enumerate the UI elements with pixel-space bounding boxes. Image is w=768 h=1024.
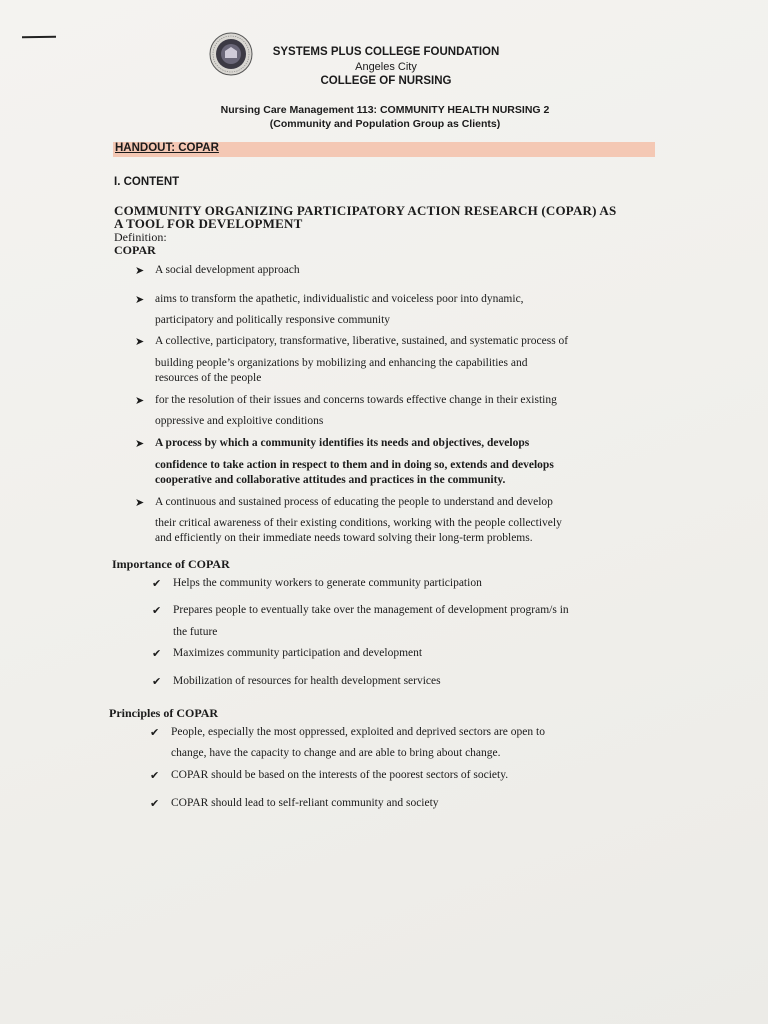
definition-item-6-line-1: A continuous and sustained process of educating the people to understand and develop <box>155 496 553 508</box>
arrow-bullet-icon: ➤ <box>135 264 145 277</box>
arrow-bullet-icon: ➤ <box>135 437 145 450</box>
arrow-bullet-icon: ➤ <box>135 496 145 509</box>
checkmark-icon: ✔ <box>152 647 162 660</box>
definition-item-5-line-3: cooperative and collaborative attitudes and practices in the community. <box>155 474 506 486</box>
document-title-line-2: A TOOL FOR DEVELOPMENT <box>114 216 303 231</box>
principle-item-1-line-2: change, have the capacity to change and are able to bring about change. <box>171 747 501 759</box>
importance-item-2-line-2: the future <box>173 626 218 638</box>
definition-item-3-line-3: resources of the people <box>155 372 262 384</box>
checkmark-icon: ✔ <box>150 797 160 810</box>
arrow-bullet-icon: ➤ <box>135 394 145 407</box>
handout-band <box>113 142 655 157</box>
city-name: Angeles City <box>355 61 417 73</box>
importance-item-1: Helps the community workers to generate community participation <box>173 577 482 589</box>
checkmark-icon: ✔ <box>150 726 160 739</box>
checkmark-icon: ✔ <box>150 769 160 782</box>
importance-heading: Importance of COPAR <box>112 557 230 571</box>
college-name: COLLEGE OF NURSING <box>320 75 452 87</box>
arrow-bullet-icon: ➤ <box>135 293 145 306</box>
principles-heading: Principles of COPAR <box>109 706 219 720</box>
definition-item-2-line-1: aims to transform the apathetic, individualistic and voiceless poor into dynamic, <box>155 293 524 305</box>
document-title-line-1: COMMUNITY ORGANIZING PARTICIPATORY ACTION RESEARCH (COPAR) AS <box>114 203 617 218</box>
handout-title: HANDOUT: COPAR <box>115 142 219 154</box>
definition-item-6-line-2: their critical awareness of their existing conditions, working with the people collectively <box>155 517 562 529</box>
course-subtitle: (Community and Population Group as Clients) <box>269 118 501 130</box>
definition-item-3-line-2: building people’s organizations by mobilizing and enhancing the capabilities and <box>155 357 528 369</box>
definition-item-1-line-1: A social development approach <box>155 264 300 276</box>
definition-item-4-line-2: oppressive and exploitive conditions <box>155 415 324 427</box>
checkmark-icon: ✔ <box>152 675 162 688</box>
principle-item-3: COPAR should lead to self-reliant community and society <box>171 797 439 809</box>
checkmark-icon: ✔ <box>152 604 162 617</box>
importance-item-3: Maximizes community participation and development <box>173 647 423 659</box>
pen-mark <box>22 36 56 39</box>
importance-item-2-line-1: Prepares people to eventually take over the management of development program/s in <box>173 604 569 616</box>
arrow-bullet-icon: ➤ <box>135 335 145 348</box>
section-heading: I. CONTENT <box>114 176 180 188</box>
course-title: Nursing Care Management 113: COMMUNITY HEALTH NURSING 2 <box>220 104 550 116</box>
definition-item-5-line-1: A process by which a community identifies its needs and objectives, develops <box>155 437 530 449</box>
definition-item-3-line-1: A collective, participatory, transformative, liberative, sustained, and systematic process of <box>155 335 569 347</box>
importance-item-4: Mobilization of resources for health development services <box>173 675 441 687</box>
definition-label: Definition: <box>114 230 167 244</box>
principle-item-1-line-1: People, especially the most oppressed, exploited and deprived sectors are open to <box>171 726 545 738</box>
term-heading: COPAR <box>114 243 156 257</box>
definition-item-4-line-1: for the resolution of their issues and concerns towards effective change in their existing <box>155 394 557 406</box>
institution-name: SYSTEMS PLUS COLLEGE FOUNDATION <box>272 46 500 58</box>
definition-item-6-line-3: and efficiently on their immediate needs toward solving their long-term problems. <box>155 532 533 544</box>
definition-item-5-line-2: confidence to take action in respect to them and in doing so, extends and develops <box>155 459 554 471</box>
checkmark-icon: ✔ <box>152 577 162 590</box>
principle-item-2: COPAR should be based on the interests of the poorest sectors of society. <box>171 769 509 781</box>
definition-item-2-line-2: participatory and politically responsive community <box>155 314 391 326</box>
